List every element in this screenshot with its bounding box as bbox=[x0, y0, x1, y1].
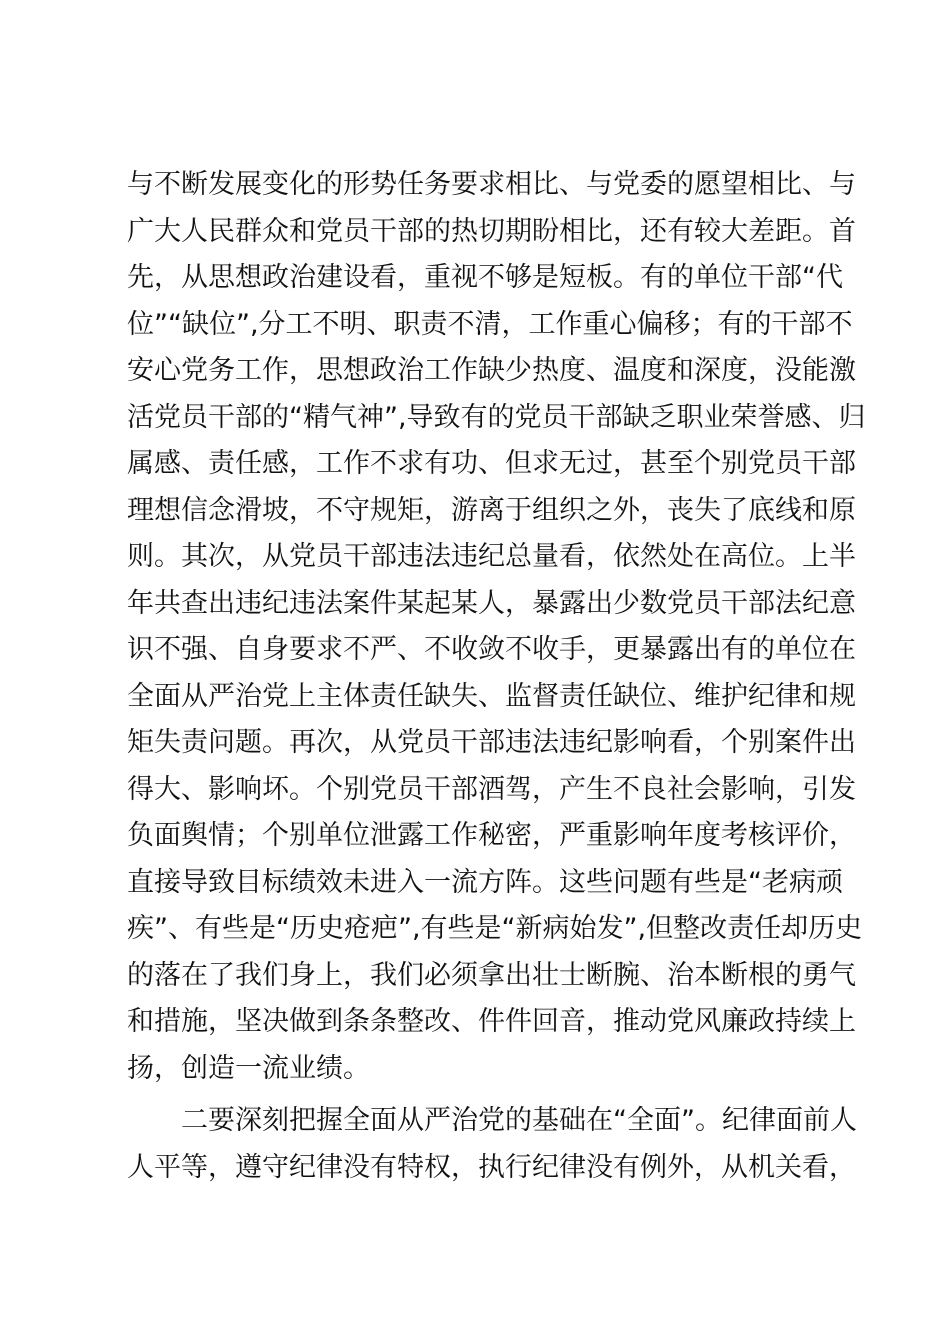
text-line: 二要深刻把握全面从严治党的基础在“全面”。纪律面前人 bbox=[181, 1105, 857, 1136]
text-line: 和措施，坚决做到条条整改、件件回音，推动党风廉政持续上 bbox=[127, 1006, 856, 1037]
text-line: 则。其次，从党员干部违法违纪总量看，依然处在高位。上半 bbox=[127, 541, 856, 572]
paragraph-2 bbox=[127, 1098, 857, 1191]
text-line: 活党员干部的“精气神”,导致有的党员干部缺乏职业荣誉感、归 bbox=[127, 401, 866, 433]
text-line: 疾”、有些是“历史疮疤”,有些是“新病始发”,但整改责任却历史 bbox=[127, 913, 863, 944]
text-line: 人平等，遵守纪律没有特权，执行纪律没有例外，从机关看， bbox=[127, 1151, 856, 1183]
text-line: 先，从思想政治建设看，重视不够是短板。有的单位干部“代 bbox=[127, 262, 843, 293]
text-line: 识不强、自身要求不严、不收敛不收手，更暴露出有的单位在 bbox=[127, 634, 856, 665]
text-line: 的落在了我们身上，我们必须拿出壮士断腕、治本断根的勇气 bbox=[127, 959, 856, 991]
text-line: 与不断发展变化的形势任务要求相比、与党委的愿望相比、与 bbox=[127, 169, 856, 200]
text-line: 全面从严治党上主体责任缺失、监督责任缺位、维护纪律和规 bbox=[127, 680, 856, 712]
text-line: 安心党务工作，思想政治工作缺少热度、温度和深度，没能激 bbox=[127, 355, 856, 386]
text-line: 广大人民群众和党员干部的热切期盼相比，还有较大差距。首 bbox=[127, 215, 856, 247]
body-text bbox=[127, 162, 866, 1191]
text-line: 位”“缺位”,分工不明、职责不清，工作重心偏移；有的干部不 bbox=[127, 308, 853, 340]
text-line: 矩失责问题。再次，从党员干部违法违纪影响看，个别案件出 bbox=[127, 727, 856, 758]
text-line: 直接导致目标绩效未进入一流方阵。这些问题有些是“老病顽 bbox=[127, 866, 843, 898]
text-line: 得大、影响坏。个别党员干部酒驾，产生不良社会影响，引发 bbox=[127, 773, 856, 805]
text-line: 扬，创造一流业绩。 bbox=[127, 1052, 370, 1084]
text-line: 负面舆情；个别单位泄露工作秘密，严重影响年度考核评价， bbox=[127, 820, 856, 851]
text-line: 年共查出违纪违法案件某起某人，暴露出少数党员干部法纪意 bbox=[127, 587, 856, 619]
paragraph-1 bbox=[127, 162, 866, 1092]
text-line: 理想信念滑坡，不守规矩，游离于组织之外，丧失了底线和原 bbox=[127, 494, 856, 526]
text-line: 属感、责任感，工作不求有功、但求无过，甚至个别党员干部 bbox=[127, 448, 856, 479]
